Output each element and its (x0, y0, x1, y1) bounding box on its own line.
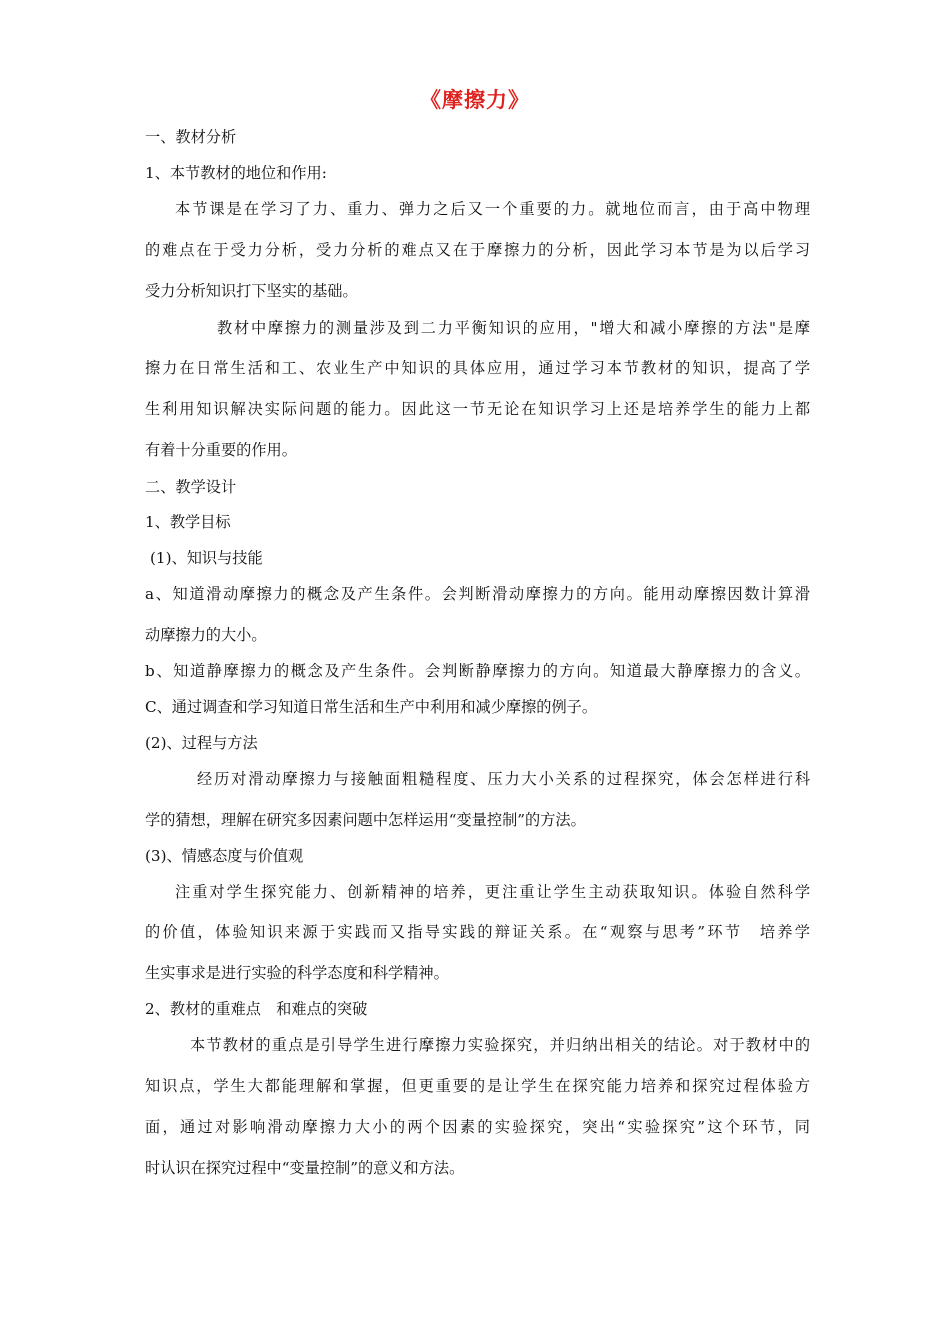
paragraph-line: 擦力在日常生活和工、农业生产中知识的具体应用，通过学习本节教材的知识，提高了学 (145, 359, 810, 377)
subsection-heading: (3)、情感态度与价值观 (145, 847, 304, 865)
paragraph-line: 教材中摩擦力的测量涉及到二力平衡知识的应用，"增大和减小摩擦的方法"是摩 (217, 319, 810, 337)
section-heading: 二、教学设计 (145, 478, 237, 496)
paragraph-line: b、知道静摩擦力的概念及产生条件。会判断静摩擦力的方向。知道最大静摩擦力的含义。 (145, 662, 810, 680)
subsection-heading: 1、本节教材的地位和作用: (145, 164, 327, 182)
paragraph-line: 生利用知识解决实际问题的能力。因此这一节无论在知识学习上还是培养学生的能力上都 (145, 400, 810, 418)
paragraph-line: 受力分析知识打下坚实的基础。 (145, 282, 358, 300)
paragraph-line: 学的猜想，理解在研究多因素问题中怎样运用“变量控制”的方法。 (145, 811, 586, 829)
section-heading: 一、教材分析 (145, 128, 237, 146)
paragraph-line: a、知道滑动摩擦力的概念及产生条件。会判断滑动摩擦力的方向。能用动摩擦因数计算滑 (145, 585, 810, 603)
paragraph-line: 知识点，学生大都能理解和掌握，但更重要的是让学生在探究能力培养和探究过程体验方 (145, 1077, 810, 1095)
paragraph-line: 经历对滑动摩擦力与接触面粗糙程度、压力大小关系的过程探究，体会怎样进行科 (197, 770, 810, 788)
paragraph-line: 时认识在探究过程中“变量控制”的意义和方法。 (145, 1159, 465, 1177)
subsection-heading: 2、教材的重难点 和难点的突破 (145, 1000, 368, 1018)
paragraph-line: 有着十分重要的作用。 (145, 441, 297, 459)
paragraph-line: 面，通过对影响滑动摩擦力大小的两个因素的实验探究，突出“实验探究”这个环节，同 (145, 1118, 810, 1136)
paragraph-line: 的价值，体验知识来源于实践而又指导实践的辩证关系。在“观察与思考”环节 培养学 (145, 923, 810, 941)
paragraph-line: 本节教材的重点是引导学生进行摩擦力实验探究，并归纳出相关的结论。对于教材中的 (190, 1036, 810, 1054)
subsection-heading: (1)、知识与技能 (150, 549, 263, 567)
paragraph-line: 生实事求是进行实验的科学态度和科学精神。 (145, 964, 449, 982)
paragraph-line: C、通过调查和学习知道日常生活和生产中利用和减少摩擦的例子。 (145, 698, 598, 716)
paragraph-line: 本节课是在学习了力、重力、弹力之后又一个重要的力。就地位而言，由于高中物理 (175, 200, 810, 218)
document-title: 《摩擦力》 (420, 88, 530, 112)
paragraph-line: 动摩擦力的大小。 (145, 626, 267, 644)
paragraph-line: 的难点在于受力分析，受力分析的难点又在于摩擦力的分析，因此学习本节是为以后学习 (145, 241, 810, 259)
subsection-heading: (2)、过程与方法 (145, 734, 258, 752)
paragraph-line: 注重对学生探究能力、创新精神的培养，更注重让学生主动获取知识。体验自然科学 (175, 883, 810, 901)
subsection-heading: 1、教学目标 (145, 513, 231, 531)
